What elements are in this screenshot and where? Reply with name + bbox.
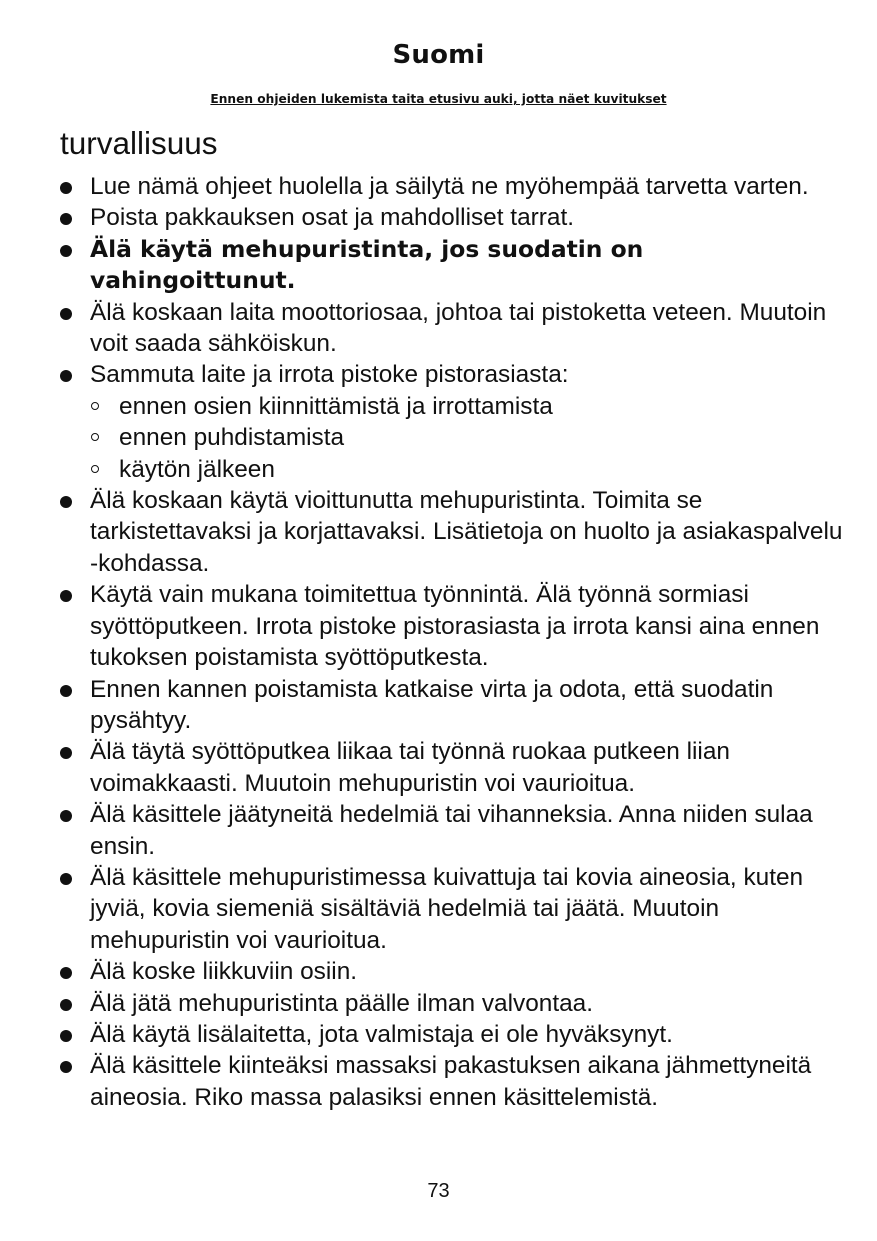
sub-list bbox=[90, 391, 848, 485]
list-item: Ennen kannen poistamista katkaise virta ja odota, että suodatin pysähtyy. bbox=[58, 674, 848, 737]
list-item: Käytä vain mukana toimitettua työnnintä. Älä työnnä sormiasi syöttöputkeen. Irrota pistoke pistorasiasta ja irrota kansi aina ennen tukoksen poistamista syöttöputkesta. bbox=[58, 579, 848, 673]
page-number: 73 bbox=[427, 1180, 450, 1202]
section-heading: turvallisuus bbox=[60, 125, 218, 161]
list-item-text: Sammuta laite ja irrota pistoke pistorasiasta: bbox=[90, 361, 569, 389]
list-item: Älä koske liikkuviin osiin. bbox=[58, 956, 848, 987]
list-item: Älä koskaan laita moottoriosaa, johtoa tai pistoketta veteen. Muutoin voit saada sähköiskun. bbox=[58, 297, 848, 360]
list-item: Älä koskaan käytä vioittunutta mehupuristinta. Toimita se tarkistettavaksi ja korjattavaksi. Lisätietoja on huolto ja asiakaspalvelu -kohdassa. bbox=[58, 485, 848, 579]
sub-list-item: ennen puhdistamista bbox=[90, 422, 848, 453]
list-item: Älä käytä lisälaitetta, jota valmistaja ei ole hyväksynyt. bbox=[58, 1019, 848, 1050]
list-item: Älä käsittele jäätyneitä hedelmiä tai vihanneksia. Anna niiden sulaa ensin. bbox=[58, 799, 848, 862]
list-item: Älä täytä syöttöputkea liikaa tai työnnä ruokaa putkeen liian voimakkaasti. Muutoin mehupuristin voi vaurioitua. bbox=[58, 736, 848, 799]
list-item-warning: Älä käytä mehupuristinta, jos suodatin on vahingoittunut. bbox=[58, 234, 848, 297]
list-item: Lue nämä ohjeet huolella ja säilytä ne myöhempää tarvetta varten. bbox=[58, 171, 848, 202]
sub-list-item: ennen osien kiinnittämistä ja irrottamista bbox=[90, 391, 848, 422]
list-item: Älä jätä mehupuristinta päälle ilman valvontaa. bbox=[58, 988, 848, 1019]
list-item: Älä käsittele kiinteäksi massaksi pakastuksen aikana jähmettyneitä aineosia. Riko massa palasiksi ennen käsittelemistä. bbox=[58, 1050, 848, 1113]
page-subtitle: Ennen ohjeiden lukemista taita etusivu auki, jotta näet kuvitukset bbox=[210, 92, 667, 106]
sub-list-item: käytön jälkeen bbox=[90, 454, 848, 485]
list-item-with-sublist bbox=[58, 359, 848, 485]
page-title: Suomi bbox=[392, 40, 485, 70]
list-item: Poista pakkauksen osat ja mahdolliset tarrat. bbox=[58, 202, 848, 233]
list-item: Älä käsittele mehupuristimessa kuivattuja tai kovia aineosia, kuten jyviä, kovia siemeniä sisältäviä hedelmiä tai jäätä. Muutoin mehupuristin voi vaurioitua. bbox=[58, 862, 848, 956]
safety-list bbox=[58, 171, 848, 1113]
